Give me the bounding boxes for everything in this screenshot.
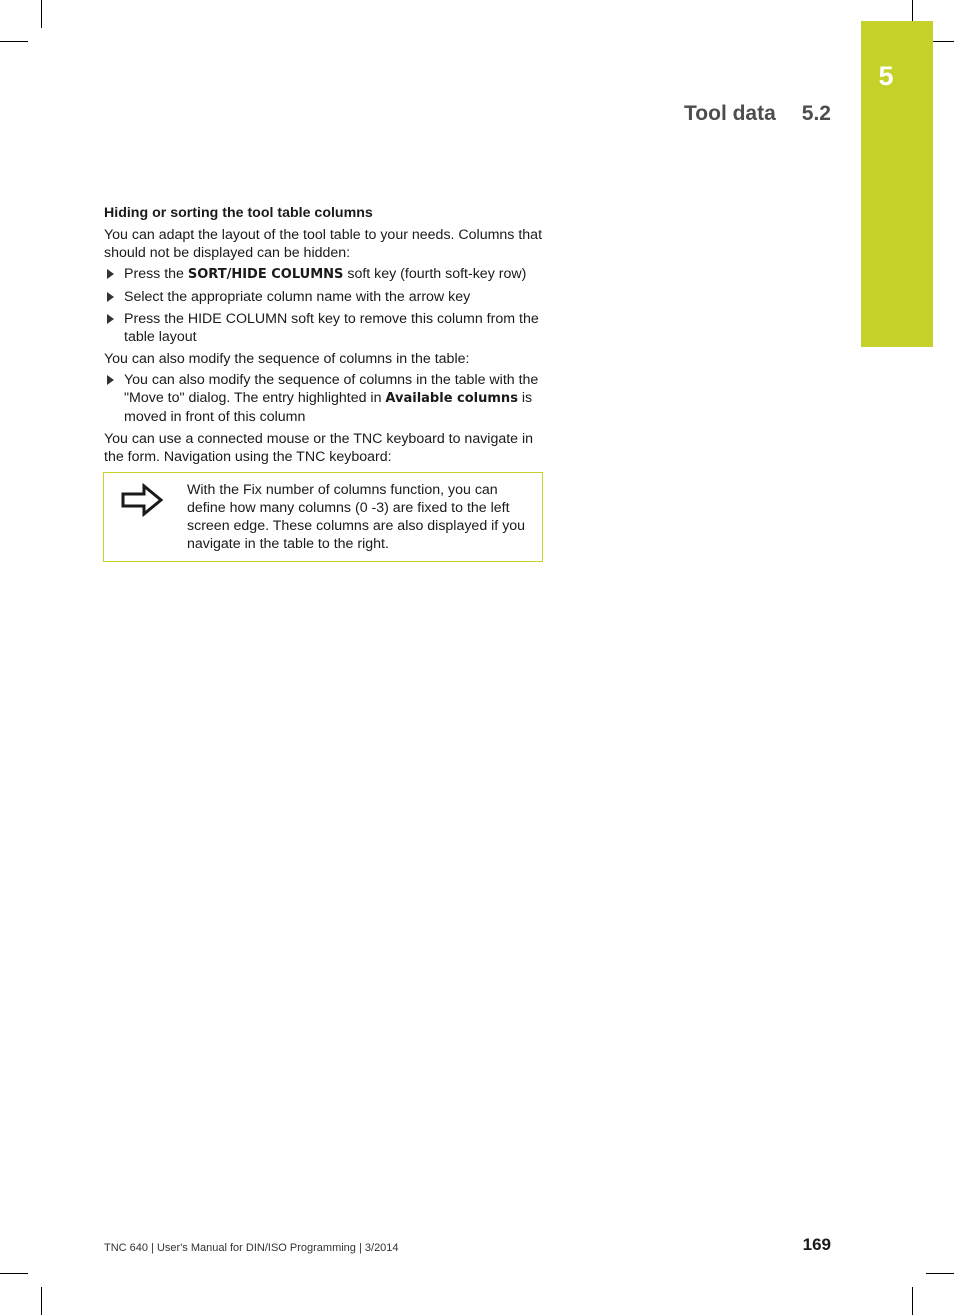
- bullet-triangle-icon: [107, 292, 114, 302]
- softkey-label: SORT/HIDE COLUMNS: [187, 267, 344, 282]
- highlight-label: Available columns: [385, 391, 518, 406]
- list-item: Press the SORT/HIDE COLUMNS soft key (fourth soft-key row): [104, 265, 546, 284]
- chapter-tab: [861, 21, 933, 347]
- section-title: Tool data: [684, 102, 776, 125]
- sequence-paragraph: You can also modify the sequence of columns in the table:: [104, 351, 470, 367]
- navigation-paragraph: You can use a connected mouse or the TNC keyboard to navigate in the form. Navigation using the TNC keyboard:: [104, 431, 534, 465]
- running-head: [684, 102, 831, 126]
- section-heading: Hiding or sorting the tool table columns: [104, 205, 373, 221]
- crop-mark: [0, 41, 28, 42]
- bullet-triangle-icon: [107, 314, 114, 324]
- step-list-hide: [104, 265, 546, 346]
- bullet-triangle-icon: [107, 375, 114, 385]
- list-item: You can also modify the sequence of columns in the table with the "Move to" dialog. The entry highlighted in Available columns is moved in front of this column: [104, 371, 546, 426]
- bullet-triangle-icon: [107, 269, 114, 279]
- main-content: [104, 204, 546, 469]
- step-list-sequence: [104, 371, 546, 426]
- list-item: Press the HIDE COLUMN soft key to remove this column from the table layout: [104, 310, 546, 346]
- intro-paragraph: You can adapt the layout of the tool table to your needs. Columns that should not be displayed can be hidden:: [104, 227, 543, 261]
- chapter-number: 5: [878, 61, 894, 91]
- crop-mark: [41, 1287, 42, 1315]
- crop-mark: [0, 1273, 28, 1274]
- arrow-right-icon: [120, 483, 164, 517]
- section-number: 5.2: [801, 102, 831, 125]
- page-number: 169: [802, 1235, 831, 1254]
- crop-mark: [912, 1287, 913, 1315]
- crop-mark: [41, 0, 42, 28]
- note-text: With the Fix number of columns function, you can define how many columns (0 -3) are fixed to the left screen edge. These columns are also displayed if you navigate in the table to the right.: [187, 482, 526, 552]
- crop-mark: [926, 1273, 954, 1274]
- note-divider: [185, 473, 186, 561]
- list-item: Select the appropriate column name with the arrow key: [104, 288, 546, 306]
- footer-text: TNC 640 | User's Manual for DIN/ISO Programming | 3/2014: [104, 1242, 399, 1254]
- note-box: [103, 472, 543, 562]
